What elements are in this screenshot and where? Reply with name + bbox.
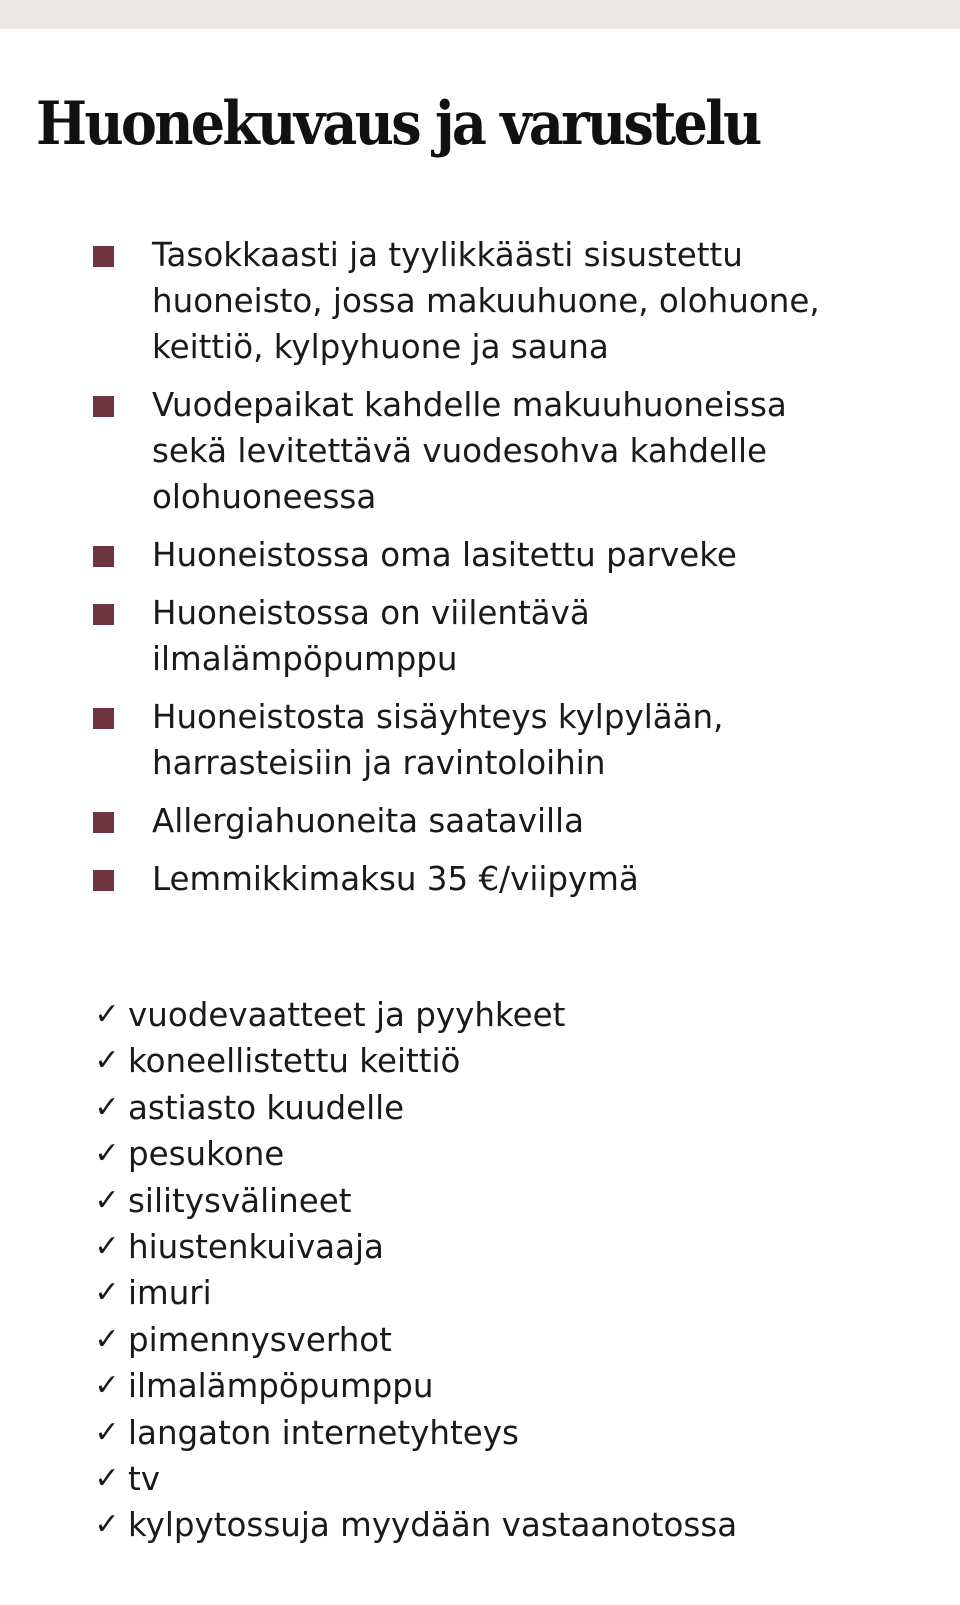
checklist-item-text: pimennysverhot [128, 1320, 392, 1359]
checklist-item [0, 1224, 960, 1270]
list-item [0, 382, 860, 520]
list-item-text: Huoneistosta sisäyhteys kylpylään, harrasteisiin ja ravintoloihin [152, 698, 724, 782]
list-item-text: Huoneistossa oma lasitettu parveke [152, 536, 737, 574]
checkmark-icon: ✓ [94, 1182, 120, 1218]
checklist-item-text: imuri [128, 1274, 212, 1313]
checklist-item-text: tv [128, 1459, 160, 1498]
list-item-text: Huoneistossa on viilentävä ilmalämpöpumppu [152, 594, 590, 678]
checklist-item-text: pesukone [128, 1135, 285, 1174]
checklist-item-text: ilmalämpöpumppu [128, 1367, 434, 1406]
feature-list [0, 232, 960, 914]
list-item [0, 590, 860, 682]
checklist-item [0, 1456, 960, 1502]
amenity-checklist [0, 992, 960, 1549]
list-item-text: Vuodepaikat kahdelle makuuhuoneissa sekä levitettävä vuodesohva kahdelle olohuoneessa [152, 386, 787, 516]
checkmark-icon: ✓ [94, 997, 120, 1032]
checklist-item [0, 1178, 960, 1224]
checkmark-icon: ✓ [94, 1368, 120, 1404]
square-bullet-icon [93, 396, 114, 417]
checklist-item [0, 1085, 960, 1131]
list-item-text: Lemmikkimaksu 35 €/viipymä [152, 860, 639, 898]
checkmark-icon: ✓ [94, 1321, 120, 1357]
square-bullet-icon [93, 708, 114, 729]
checklist-item [0, 1317, 960, 1363]
checkmark-icon: ✓ [94, 1460, 120, 1496]
square-bullet-icon [93, 246, 114, 267]
checklist-item [0, 1363, 960, 1409]
checklist-item-text: hiustenkuivaaja [128, 1227, 384, 1266]
top-strip [0, 0, 960, 29]
list-item [0, 856, 860, 902]
checkmark-icon: ✓ [94, 1228, 120, 1264]
checklist-item-text: silitysvälineet [128, 1181, 352, 1220]
checklist-item-text: vuodevaatteet ja pyyhkeet [128, 996, 566, 1034]
checkmark-icon: ✓ [94, 1507, 120, 1543]
checklist-item [0, 1502, 960, 1548]
square-bullet-icon [93, 812, 114, 833]
list-item-text: Tasokkaasti ja tyylikkäästi sisustettu huoneisto, jossa makuuhuone, olohuone, keittiö, kylpyhuone ja sauna [152, 236, 820, 366]
checkmark-icon: ✓ [94, 1275, 120, 1311]
checklist-item [0, 1038, 960, 1084]
checkmark-icon: ✓ [94, 1414, 120, 1450]
checklist-item [0, 1270, 960, 1316]
checklist-item-text: langaton internetyhteys [128, 1413, 519, 1452]
checklist-item [0, 1131, 960, 1177]
list-item [0, 694, 860, 786]
list-item [0, 798, 860, 844]
list-item [0, 532, 860, 578]
square-bullet-icon [93, 870, 114, 891]
checkmark-icon: ✓ [94, 1136, 120, 1172]
checkmark-icon: ✓ [94, 1089, 120, 1125]
checklist-item-text: koneellistettu keittiö [128, 1042, 461, 1081]
checklist-item [0, 1410, 960, 1456]
checkmark-icon: ✓ [94, 1043, 120, 1079]
page-title: Huonekuvaus ja varustelu [36, 89, 760, 159]
square-bullet-icon [93, 546, 114, 567]
list-item [0, 232, 860, 370]
square-bullet-icon [93, 604, 114, 625]
checklist-item [0, 992, 960, 1038]
checklist-item-text: kylpytossuja myydään vastaanotossa [128, 1506, 738, 1545]
checklist-item-text: astiasto kuudelle [128, 1088, 405, 1127]
list-item-text: Allergiahuoneita saatavilla [152, 802, 585, 840]
